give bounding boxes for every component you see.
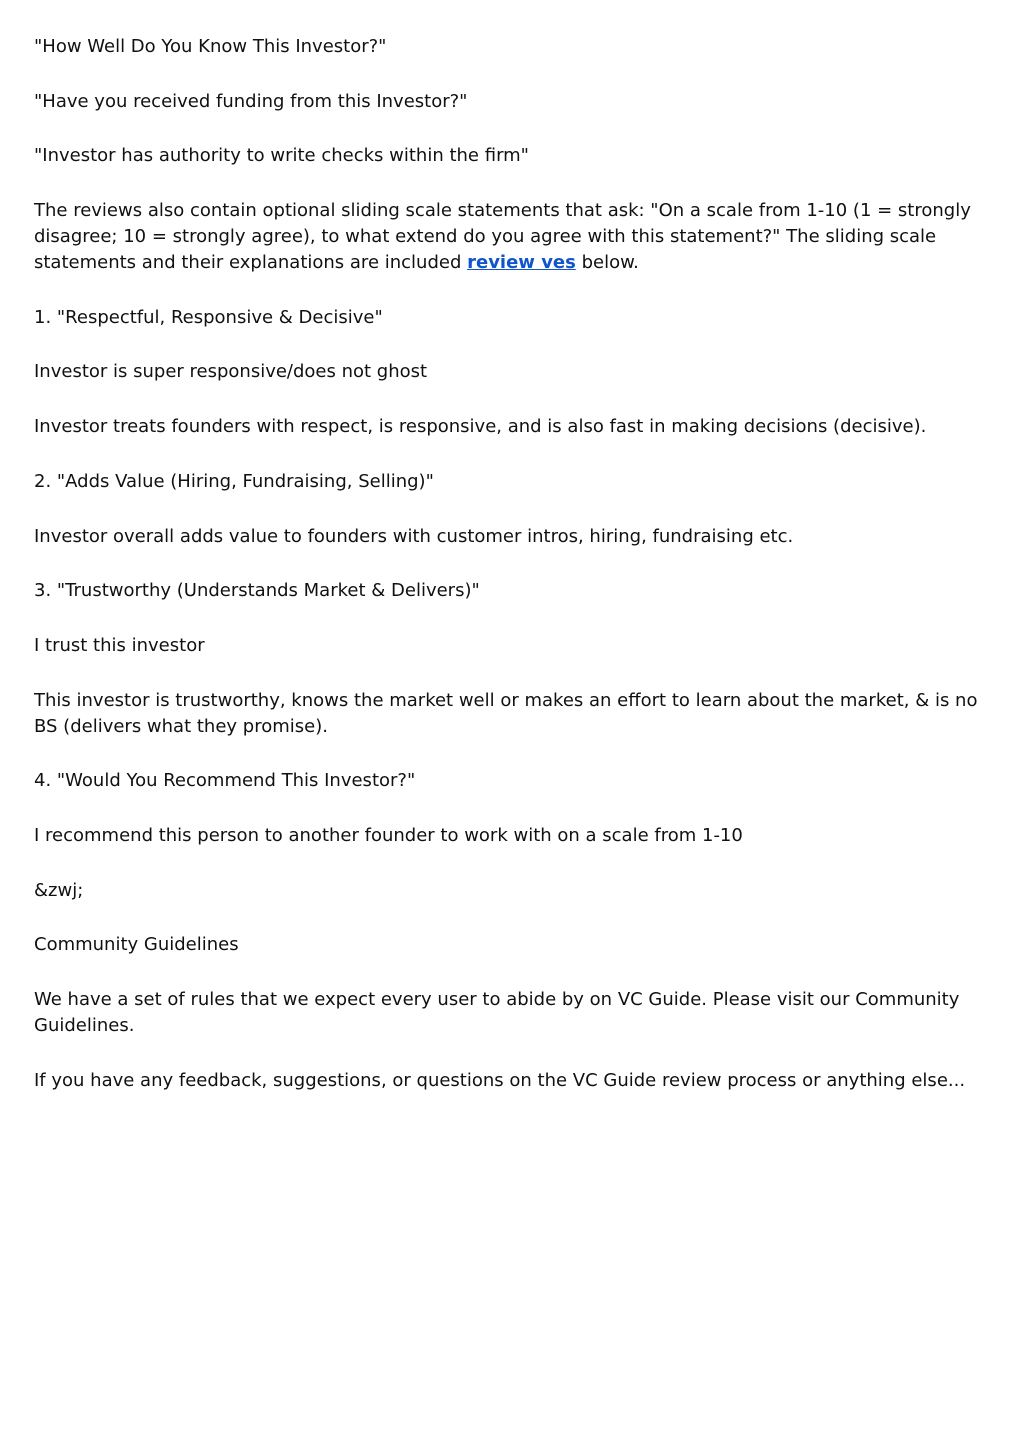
item-3-statement: I trust this investor [34, 634, 205, 656]
feedback-text: If you have any feedback, suggestions, or questions on the VC Guide review process or anything else... [34, 1069, 966, 1091]
item-2-heading: 2. "Adds Value (Hiring, Fundraising, Selling)" [34, 470, 434, 492]
item-3-heading: 3. "Trustworthy (Understands Market & Delivers)" [34, 580, 480, 602]
question-check-authority: "Investor has authority to write checks within the firm" [34, 145, 529, 167]
item-1-explanation: Investor treats founders with respect, is responsive, and is also fast in making decisions (decisive). [34, 416, 927, 438]
question-received-funding: "Have you received funding from this Investor?" [34, 90, 468, 112]
item-2-explanation: Investor overall adds value to founders with customer intros, hiring, fundraising etc. [34, 525, 794, 547]
item-1-statement: Investor is super responsive/does not ghost [34, 361, 428, 383]
guidelines-text: We have a set of rules that we expect every user to abide by on VC Guide. Please visit our Community Guidelines. [34, 989, 960, 1036]
question-know-investor: "How Well Do You Know This Investor?" [34, 36, 387, 57]
item-1-heading: 1. "Respectful, Responsive & Decisive" [34, 306, 383, 328]
guidelines-heading: Community Guidelines [34, 934, 239, 956]
item-4-statement: I recommend this person to another founder to work with on a scale from 1-10 [34, 824, 743, 846]
item-3-explanation: This investor is trustworthy, knows the market well or makes an effort to learn about the market, & is no BS (delivers what they promise). [34, 689, 978, 737]
sliding-scale-intro [34, 198, 990, 276]
intro-text-end: below. [575, 252, 639, 274]
zwj-placeholder: &zwj; [34, 879, 84, 901]
item-4-heading: 4. "Would You Recommend This Investor?" [34, 770, 416, 792]
review-link[interactable]: review ves [467, 252, 576, 274]
intro-text: The reviews also contain optional sliding scale statements that ask: "On a scale from 1-10 (1 = strongly disagree; 10 = strongly agree), to what extend do you agree with this statement?" The sliding scale statements and their explanations are included [34, 200, 971, 274]
